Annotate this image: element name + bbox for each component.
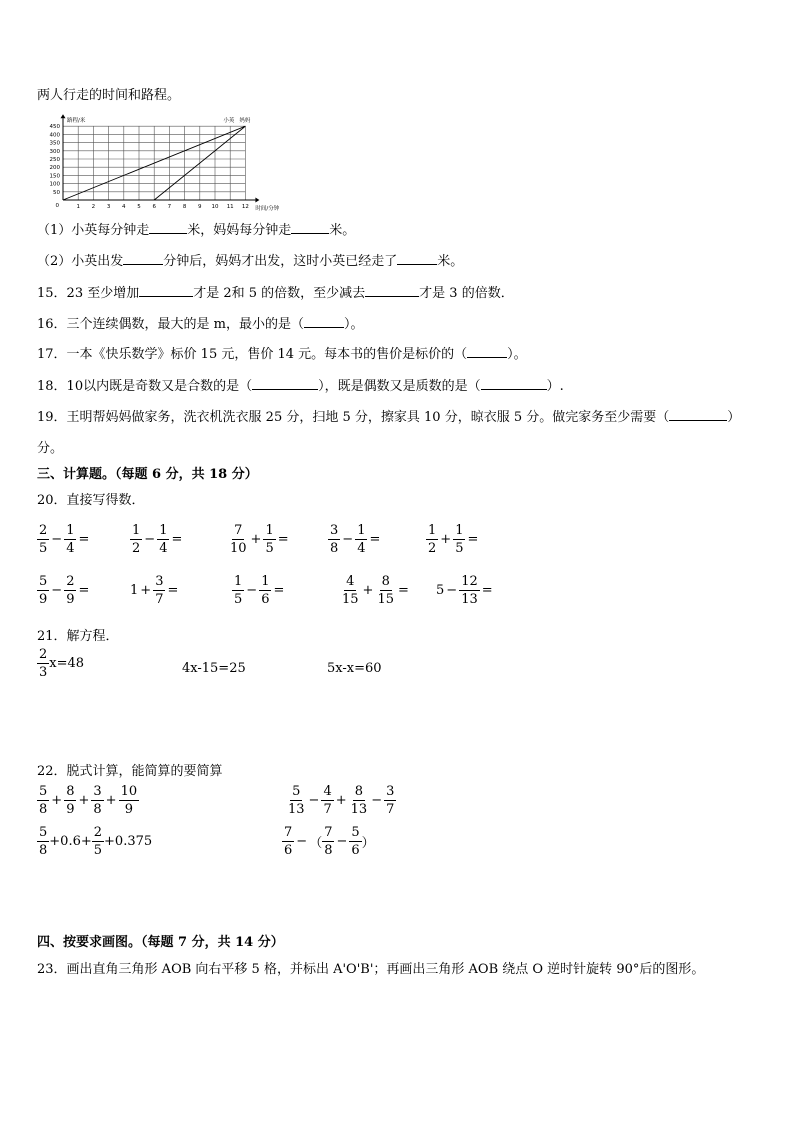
chart-intro: 两人行走的时间和路程。	[37, 88, 181, 103]
numerator: 8	[381, 574, 390, 589]
answer-blank[interactable]	[123, 252, 163, 265]
q15-text-b: 才是 2和 5 的倍数，至少减去	[193, 286, 366, 301]
answer-blank[interactable]	[149, 221, 187, 234]
calc-expr	[286, 785, 396, 816]
operator: =	[398, 583, 409, 598]
operator: +	[51, 793, 63, 808]
denominator: 13	[288, 802, 305, 817]
denominator: 15	[377, 592, 394, 607]
operator: =	[369, 532, 381, 547]
fraction	[91, 785, 103, 816]
q14-1-text-a: （1）小英每分钟走	[37, 223, 150, 238]
numerator: 7	[324, 825, 333, 840]
answer-blank[interactable]	[669, 408, 727, 421]
numerator: 1	[265, 523, 274, 538]
origin-label: 0	[55, 203, 59, 209]
denominator: 7	[155, 592, 164, 607]
question-20: 20．直接写得数．	[37, 493, 145, 508]
operator: −	[308, 793, 320, 808]
q18-text-c: ）.	[546, 379, 564, 394]
q15-text-a: 15．23 至少增加	[37, 286, 140, 301]
numerator: 2	[66, 574, 75, 589]
operator: +	[250, 532, 262, 547]
question-14-1	[37, 219, 355, 238]
numerator: 1	[428, 523, 437, 538]
x-tick-label: 7	[167, 204, 172, 210]
denominator: 13	[461, 592, 478, 607]
answer-blank[interactable]	[304, 315, 344, 328]
series-label: 妈妈	[239, 118, 251, 125]
numerator: 7	[284, 825, 293, 840]
fraction	[355, 524, 367, 555]
numerator: 1	[357, 523, 366, 538]
y-tick-label: 450	[49, 124, 60, 131]
y-tick-label: 100	[49, 181, 60, 188]
calc-expr	[37, 826, 152, 857]
question-18	[37, 375, 564, 394]
x-tick-label: 11	[226, 204, 234, 210]
numerator: 1	[66, 523, 75, 538]
question-15	[37, 282, 514, 301]
fraction	[37, 648, 49, 679]
x-tick-label: 2	[91, 204, 96, 210]
denominator: 5	[93, 843, 103, 858]
numerator: 12	[461, 574, 478, 589]
fraction	[157, 524, 169, 555]
question-16	[37, 313, 364, 332]
denominator: 5	[234, 592, 243, 607]
calc-expr	[37, 785, 139, 816]
denominator: 5	[39, 541, 48, 556]
numerator: 1	[159, 523, 168, 538]
q16-text-a: 16．三个连续偶数，最大的是 m，最小的是（	[37, 317, 305, 332]
x-tick-label: 10	[211, 204, 219, 210]
question-21: 21．解方程．	[37, 629, 119, 644]
operator: =	[481, 583, 493, 598]
calc-expr	[436, 575, 495, 606]
q17-text-b: ）。	[507, 347, 527, 362]
y-tick-label: 150	[49, 173, 60, 180]
equation-1-fraction	[37, 648, 49, 679]
numerator: 4	[323, 784, 332, 799]
numerator: 5	[292, 784, 301, 799]
q14-1-text-c: 米。	[329, 223, 356, 238]
section-3-title: 三、计算题。（每题 6 分，共 18 分）	[37, 467, 258, 482]
fraction	[153, 575, 165, 606]
fraction	[37, 575, 49, 606]
x-tick-label: 9	[198, 204, 202, 210]
numerator: 5	[39, 574, 48, 589]
math-text: （	[309, 836, 323, 851]
operator: −	[342, 532, 354, 547]
denominator: 2	[132, 541, 141, 556]
fraction	[119, 785, 140, 816]
operator: =	[467, 532, 479, 547]
fraction	[453, 524, 465, 555]
numerator: 5	[39, 825, 48, 840]
x-tick-label: 3	[106, 204, 111, 210]
series-label: 小英	[223, 118, 235, 125]
operator: −	[144, 532, 156, 547]
operator: −	[246, 583, 258, 598]
q14-1-text-b: 米，妈妈每分钟走	[187, 223, 292, 238]
math-text: 1	[130, 583, 139, 598]
q16-text-b: ）。	[344, 317, 364, 332]
question-23: 23．画出直角三角形 AOB 向右平移 5 格，并标出 A'O'B'；再画出三角形 AOB 绕点 O 逆时针旋转 90°后的图形。	[37, 962, 705, 977]
numerator: 1	[234, 574, 243, 589]
fraction	[328, 524, 340, 555]
fraction	[64, 785, 76, 816]
denominator: 4	[357, 541, 366, 556]
question-22: 22．脱式计算，能简算的要简算	[37, 764, 223, 779]
x-axis-title: 时间/分钟	[255, 206, 280, 212]
numerator: 4	[346, 574, 355, 589]
numerator: 1	[455, 523, 464, 538]
numerator: 8	[354, 784, 364, 799]
x-axis-arrow	[255, 198, 259, 203]
denominator: 15	[342, 592, 359, 607]
calc-expr	[130, 575, 180, 606]
q18-text-b: ），既是偶数又是质数的是（	[318, 379, 481, 394]
operator: +	[78, 793, 90, 808]
numerator: 2	[39, 523, 48, 538]
calc-expr	[37, 524, 91, 555]
question-17	[37, 343, 527, 362]
operator: +	[335, 793, 347, 808]
numerator: 10	[120, 784, 138, 799]
denominator: 5	[265, 541, 274, 556]
fraction	[321, 785, 333, 816]
q17-text-a: 17．一本《快乐数学》标价 15 元，售价 14 元。每本书的售价是标价的（	[37, 347, 468, 362]
y-tick-label: 350	[49, 140, 60, 147]
denominator: 4	[66, 541, 75, 556]
x-tick-label: 1	[76, 204, 80, 210]
answer-blank[interactable]	[139, 284, 193, 297]
q14-2-text-c: 米。	[437, 254, 464, 269]
denominator: 13	[350, 802, 368, 817]
denominator: 2	[428, 541, 437, 556]
denominator: 9	[39, 592, 48, 607]
calc-expr	[228, 524, 291, 555]
q18-text-a: 18．10以内既是奇数又是合数的是（	[37, 379, 253, 394]
operator: −	[296, 834, 308, 849]
fraction	[64, 575, 76, 606]
operator: −	[446, 583, 458, 598]
numerator: 3	[330, 523, 339, 538]
q19-text-b: ）	[727, 410, 741, 425]
equation-1	[37, 648, 84, 679]
y-tick-label: 200	[49, 165, 60, 172]
fraction	[349, 826, 361, 857]
denominator: 9	[124, 802, 133, 817]
operator: −	[371, 793, 383, 808]
operator: =	[273, 583, 285, 598]
numerator: 3	[93, 784, 102, 799]
denominator: 8	[93, 802, 102, 817]
x-tick-label: 12	[241, 204, 249, 210]
y-tick-label: 300	[49, 148, 60, 155]
operator: =	[78, 532, 90, 547]
denominator: 6	[261, 592, 270, 607]
denominator: 8	[39, 843, 48, 858]
denominator: 8	[330, 541, 339, 556]
denominator: 9	[66, 592, 75, 607]
fraction	[384, 785, 396, 816]
operator: +	[140, 583, 152, 598]
calc-expr	[340, 575, 411, 606]
fraction	[426, 524, 438, 555]
numerator: 8	[66, 784, 75, 799]
fraction	[282, 826, 294, 857]
fraction	[340, 575, 361, 606]
denominator: 10	[230, 541, 247, 556]
fraction	[37, 524, 49, 555]
answer-blank[interactable]	[481, 377, 547, 390]
q15-text-c: 才是 3 的倍数．	[419, 286, 514, 301]
operator: =	[171, 532, 183, 547]
calc-expr	[282, 826, 375, 857]
operator: =	[167, 583, 179, 598]
fraction	[37, 826, 49, 857]
q19-text-a: 19．王明帮妈妈做家务，洗衣机洗衣服 25 分，扫地 5 分，擦家具 10 分，晾衣服 5 分。做完家务至少需要（	[37, 410, 670, 425]
fraction	[459, 575, 480, 606]
denominator: 7	[386, 802, 395, 817]
denominator: 6	[351, 843, 360, 858]
fraction	[322, 826, 334, 857]
denominator: 9	[66, 802, 75, 817]
section-4-title: 四、按要求画图。（每题 7 分，共 14 分）	[37, 935, 284, 950]
calc-expr	[426, 524, 480, 555]
denominator: 8	[324, 843, 333, 858]
numerator: 3	[386, 784, 395, 799]
denominator: 8	[39, 802, 48, 817]
denominator: 3	[39, 665, 48, 680]
calc-expr	[232, 575, 286, 606]
operator: −	[51, 532, 63, 547]
operator: =	[78, 583, 90, 598]
equation-2: 4x-15=25	[182, 661, 246, 676]
distance-time-chart	[36, 110, 280, 212]
fraction	[263, 524, 275, 555]
fraction	[375, 575, 396, 606]
equation-3: 5x-x=60	[327, 661, 382, 676]
question-19	[37, 406, 740, 425]
operator: +	[105, 793, 117, 808]
operator: =	[277, 532, 289, 547]
operator: +	[362, 583, 374, 598]
denominator: 4	[159, 541, 168, 556]
math-text: ）	[361, 836, 375, 851]
y-tick-label: 250	[49, 157, 60, 163]
operator: +	[440, 532, 452, 547]
math-text: +0.6+	[49, 834, 92, 849]
x-tick-label: 8	[182, 204, 187, 210]
y-tick-label: 400	[49, 132, 60, 139]
denominator: 7	[323, 802, 332, 817]
x-tick-label: 6	[152, 204, 156, 210]
answer-blank[interactable]	[252, 377, 318, 390]
numerator: 3	[155, 574, 164, 589]
answer-blank[interactable]	[467, 345, 507, 358]
fraction	[130, 524, 142, 555]
numerator: 1	[261, 574, 270, 589]
numerator: 2	[39, 647, 48, 662]
x-tick-label: 4	[122, 204, 126, 210]
answer-blank[interactable]	[291, 221, 329, 234]
operator: −	[336, 834, 348, 849]
x-tick-label: 5	[137, 204, 141, 210]
fraction	[259, 575, 271, 606]
answer-blank[interactable]	[365, 284, 419, 297]
q19-line2: 分。	[37, 441, 64, 456]
operator: −	[51, 583, 63, 598]
fraction	[64, 524, 76, 555]
fraction	[92, 826, 104, 857]
y-tick-label: 50	[53, 189, 60, 196]
numerator: 7	[234, 523, 243, 538]
fraction	[228, 524, 249, 555]
fraction	[232, 575, 244, 606]
numerator: 5	[351, 825, 360, 840]
numerator: 5	[39, 784, 48, 799]
y-axis-arrow	[61, 114, 66, 118]
fraction	[286, 785, 307, 816]
equation-1-text: x=48	[49, 656, 85, 671]
q14-2-text-b: 分钟后，妈妈才出发，这时小英已经走了	[163, 254, 398, 269]
answer-blank[interactable]	[397, 252, 437, 265]
denominator: 6	[284, 843, 293, 858]
numerator: 2	[93, 825, 103, 840]
y-axis-title: 路程/米	[67, 118, 86, 125]
q14-2-text-a: （2）小英出发	[37, 254, 124, 269]
fraction	[37, 785, 49, 816]
fraction	[349, 785, 370, 816]
calc-expr	[37, 575, 91, 606]
calc-expr	[328, 524, 382, 555]
numerator: 1	[132, 523, 141, 538]
math-text: 5	[436, 583, 445, 598]
math-text: +0.375	[104, 834, 153, 849]
question-14-2	[37, 250, 463, 269]
calc-expr	[130, 524, 184, 555]
denominator: 5	[455, 541, 464, 556]
